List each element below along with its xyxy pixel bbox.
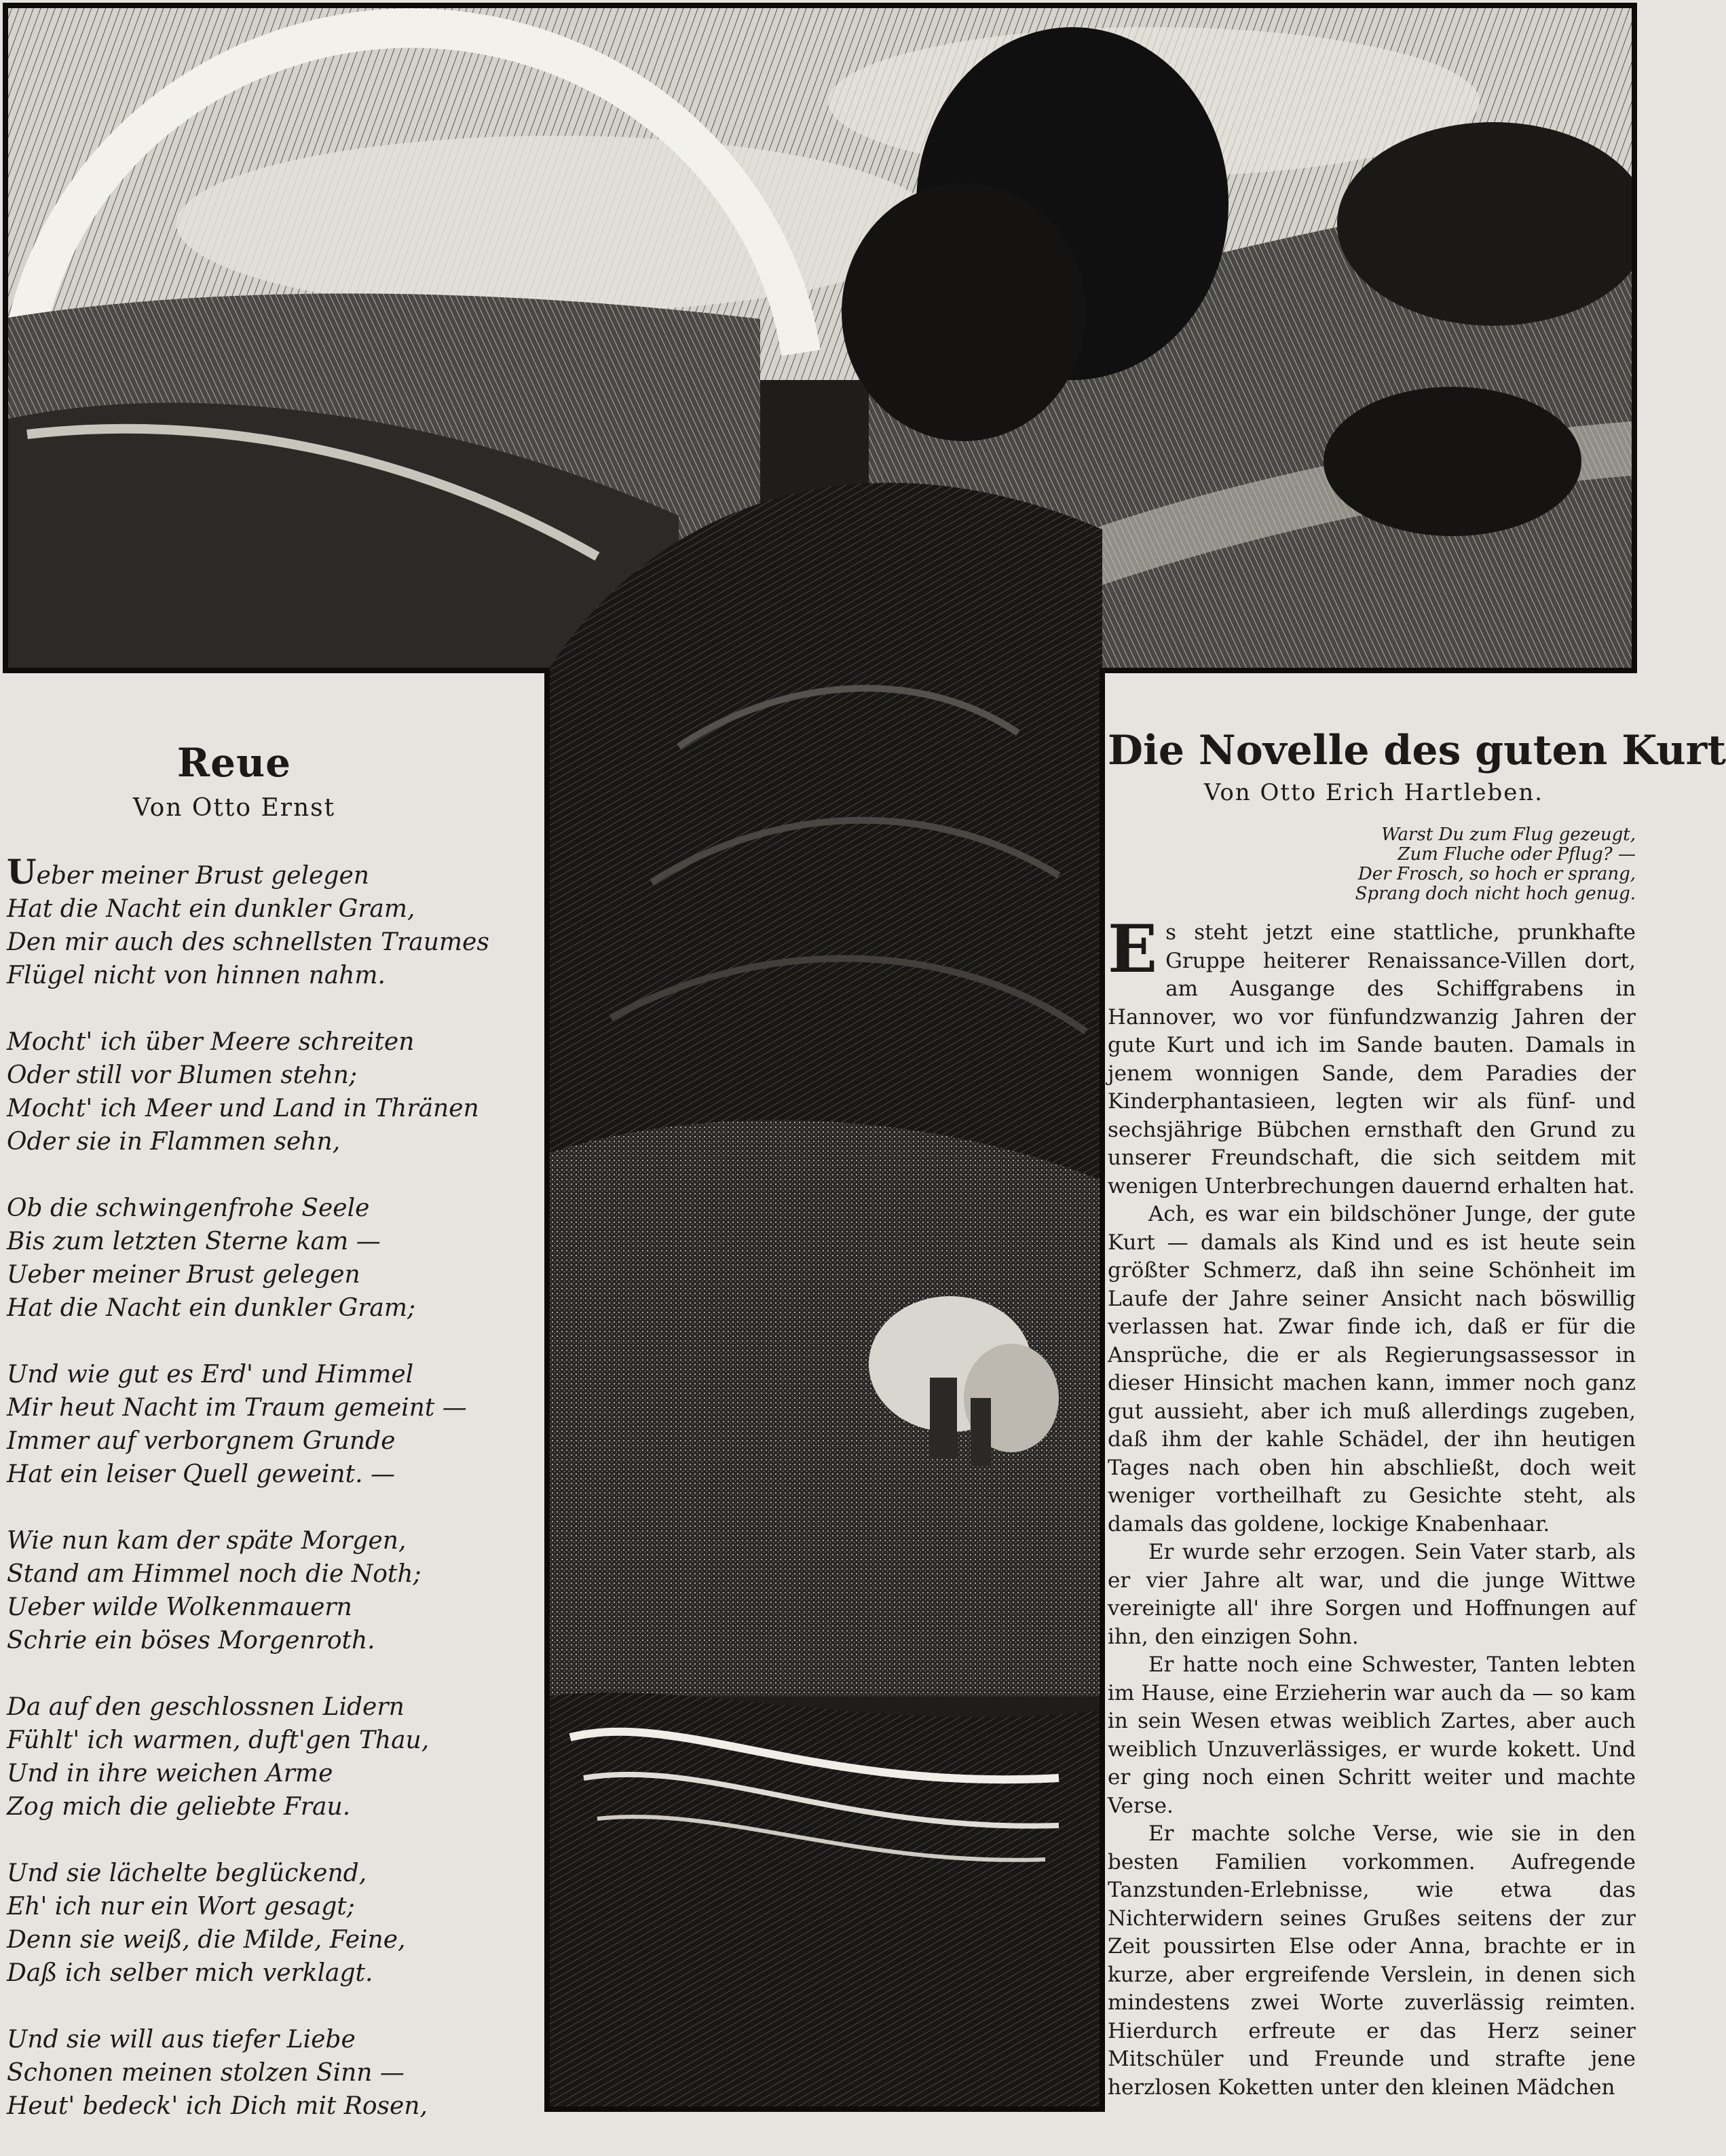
stanza	[7, 1358, 536, 1491]
verse-line: Mir heut Nacht im Traum gemeint —	[7, 1394, 467, 1422]
verse-line: Oder sie in Flammen sehn,	[7, 1128, 341, 1156]
verse-line: Oder still vor Blumen stehn;	[7, 1061, 358, 1089]
stanza	[7, 2023, 536, 2123]
poem-column	[0, 740, 543, 2120]
paragraph: Er wurde sehr erzogen. Sein Vater starb, als er vier Jahre alt war, und die junge Wittwe vereinigte all' ihre Sorgen und Hoffnungen auf ihn, den einzigen Sohn.	[1108, 1540, 1636, 1649]
epigraph	[1108, 825, 1636, 904]
verse-line: Da auf den geschlossnen Lidern	[7, 1693, 405, 1721]
verse-line: Und sie will aus tiefer Liebe	[7, 2026, 356, 2054]
verse-line: Ueber meiner Brust gelegen	[7, 852, 369, 892]
verse-line: Fühlt' ich warmen, duft'gen Thau,	[7, 1726, 430, 1754]
verse-line: Ueber meiner Brust gelegen	[7, 1261, 360, 1289]
verse-line: Wie nun kam der späte Morgen,	[7, 1527, 407, 1555]
novelle-author: Von Otto Erich Hartleben.	[1203, 779, 1544, 806]
epigraph-line: Zum Fluche oder Pflug? —	[1397, 844, 1636, 865]
verse-line: Und sie lächelte beglückend,	[7, 1859, 367, 1887]
stanza	[7, 852, 536, 992]
verse-line: Heut' bedeck' ich Dich mit Rosen,	[7, 2092, 428, 2120]
stanza	[7, 1025, 536, 1158]
poem-author: Von Otto Ernst	[132, 794, 336, 822]
verse-line: Schrie ein böses Morgenroth.	[7, 1627, 375, 1654]
verse-line: Schonen meinen stolzen Sinn —	[7, 2059, 405, 2087]
verse-line: Und wie gut es Erd' und Himmel	[7, 1361, 414, 1388]
epigraph-line: Warst Du zum Flug gezeugt,	[1381, 825, 1636, 845]
verse-line: Ob die schwingenfrohe Seele	[7, 1194, 370, 1222]
stanza	[7, 1690, 536, 1823]
novelle-column	[1108, 726, 1726, 2109]
verse-line: Bis zum letzten Sterne kam —	[7, 1228, 381, 1255]
epigraph-line: Der Frosch, so hoch er sprang,	[1357, 864, 1636, 884]
drop-cap: E	[1108, 911, 1158, 987]
verse-line: Daß ich selber mich verklagt.	[7, 1959, 373, 1987]
verse-line: Zog mich die geliebte Frau.	[7, 1793, 351, 1821]
verse-line: Den mir auch des schnellsten Traumes	[7, 928, 489, 956]
paragraph: Er machte solche Verse, wie sie in den besten Familien vorkommen. Aufregende Tanzstunden-Erlebnisse, wie etwa das Nichterwidern seines Grußes seitens der zur Zeit poussirten Else oder Anna, brachte er in kurze, aber ergreifende Verslein, in denen sich mindestens zwei Worte zuverlässig reimten. Hierdurch erfreute er das Herz seiner Mitschüler und Freunde und strafte jene herzlosen Koketten unter den kleinen Mädchen	[1108, 1821, 1636, 2100]
verse-line: Mocht' ich Meer und Land in Thränen	[7, 1095, 479, 1122]
poem-stanzas	[7, 852, 536, 2156]
verse-line: Und in ihre weichen Arme	[7, 1760, 333, 1788]
verse-line: Ueber wilde Wolkenmauern	[7, 1593, 352, 1621]
verse-line: Hat ein leiser Quell geweint. —	[7, 1460, 395, 1488]
stanza	[7, 1192, 536, 1325]
verse-line: Eh' ich nur ein Wort gesagt;	[7, 1893, 355, 1921]
verse-line: Immer auf verborgnem Grunde	[7, 1427, 396, 1455]
paragraph: Er hatte noch eine Schwester, Tanten lebten im Hause, eine Erzieherin war auch da — so kam in sein Wesen etwas weiblich Zartes, aber auch weiblich Unzuverlässiges, er wurde kokett. Und er ging noch einen Schritt weiter und machte Verse.	[1108, 1652, 1636, 1818]
novelle-title: Die Novelle des guten Kurt	[1108, 727, 1726, 774]
verse-line: Flügel nicht von hinnen nahm.	[7, 962, 386, 989]
paragraph	[1108, 911, 1636, 1200]
verse-line: Hat die Nacht ein dunkler Gram;	[7, 1294, 416, 1322]
epigraph-line: Sprang doch nicht hoch genug.	[1355, 884, 1636, 904]
verse-line: Mocht' ich über Meere schreiten	[7, 1028, 415, 1056]
poem-title: Reue	[176, 740, 292, 786]
paragraph: Ach, es war ein bildschöner Junge, der gute Kurt — damals als Kind und es ist heute sein größter Schmerz, daß ihn seine Schönheit im Laufe der Jahre seiner Ansicht nach böswillig verlassen hat. Zwar finde ich, daß er für die Ansprüche, die er als Regierungsassessor in dieser Hinsicht machen kann, immer noch ganz gut aussieht, aber ich muß allerdings zugeben, daß ihm der kahle Schädel, der ihn heutigen Tages nach oben hin abschließt, doch weit weniger vortheilhaft zu Gesichte steht, als damals das goldene, lockige Knabenhaar.	[1108, 1202, 1636, 1536]
stanza	[7, 1524, 536, 1657]
stanza	[7, 1857, 536, 1990]
paragraph-text: s steht jetzt eine stattliche, prunkhafte Gruppe heiterer Renaissance-Villen dort, am Ausgange des Schiffgrabens in Hannover, wo vor fünfundzwanzig Jahren der gute Kurt und ich im Sande bauten. Damals in jenem wonnigen Sande, dem Paradies der Kinderphantasieen, legten wir als fünf- und sechsjährige Bübchen ernsthaft den Grund zu unserer Freundschaft, die sich seitdem mit wenigen Unterbrechungen dauernd erhalten hat.	[1108, 920, 1636, 1198]
verse-line: Denn sie weiß, die Milde, Feine,	[7, 1926, 406, 1954]
verse-line: Stand am Himmel noch die Noth;	[7, 1560, 421, 1588]
verse-line: Hat die Nacht ein dunkler Gram,	[7, 895, 415, 923]
